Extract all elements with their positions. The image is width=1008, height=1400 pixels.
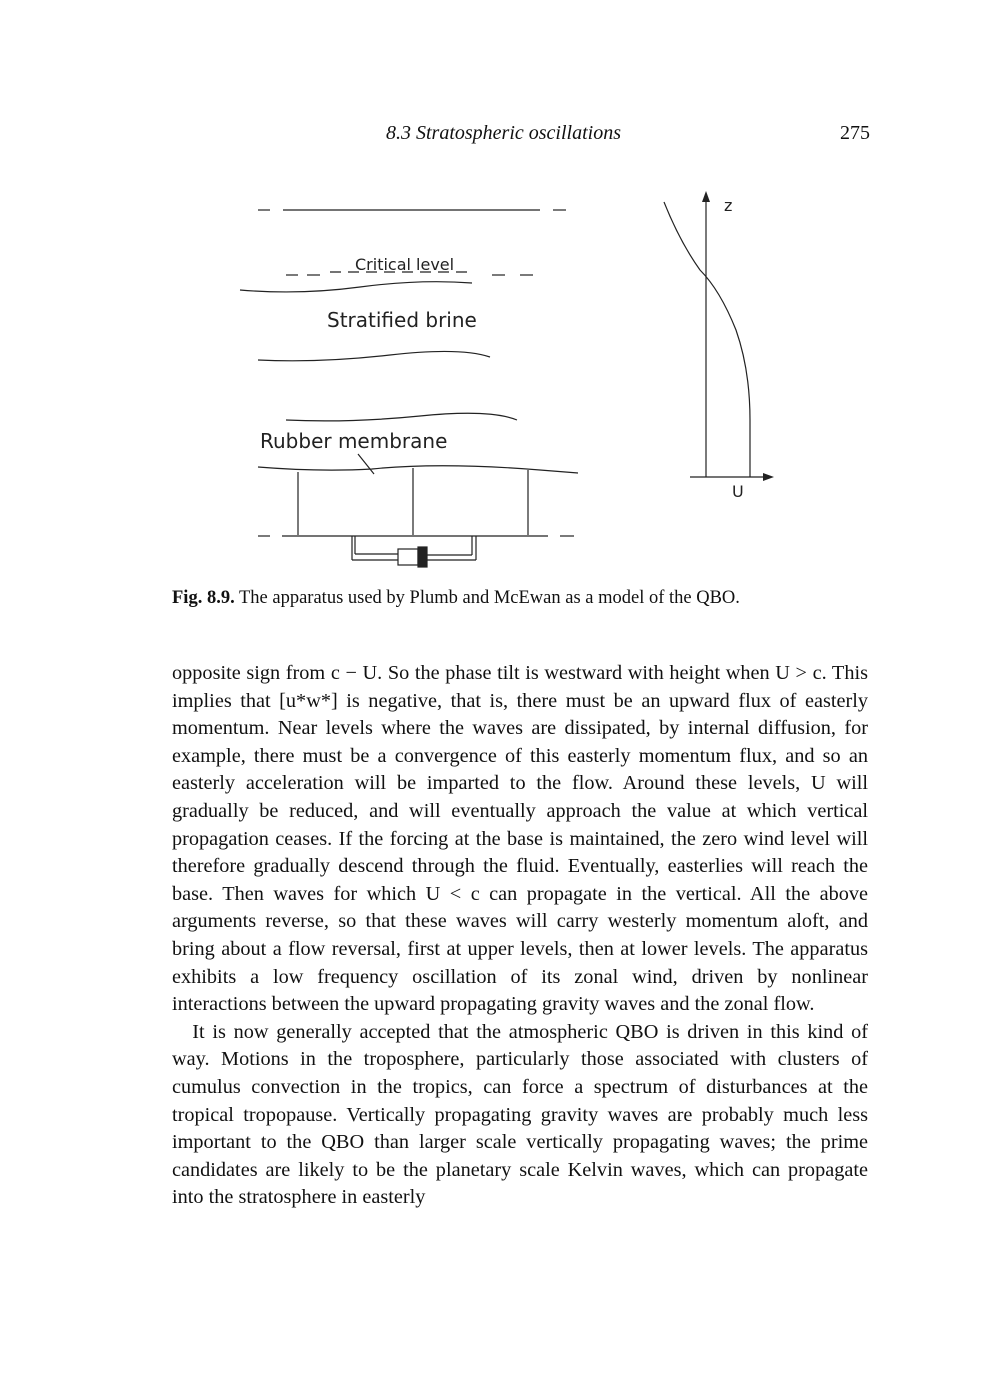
brine-wave-line-2 [258, 351, 490, 360]
u-axis-arrow [763, 473, 774, 481]
page-number: 275 [840, 122, 870, 144]
drive-mechanism [352, 536, 476, 567]
figure-caption-text: The apparatus used by Plumb and McEwan as a model of the QBO. [234, 588, 740, 608]
brine-wave-line-3 [286, 413, 517, 421]
apparatus-diagram [0, 180, 1008, 580]
rubber-membrane-label: Rubber membrane [260, 429, 448, 453]
page-header [0, 122, 1008, 152]
stratified-brine-label: Stratified brine [327, 308, 477, 332]
figure-apparatus [0, 180, 1008, 580]
paragraph: It is now generally accepted that the atmospheric QBO is driven in this kind of way. Motions in the troposphere, particularly those associated with clusters of cumulus convection in the tropics, can force a spectrum of disturbances at the tropical tropopause. Vertically propagating gravity waves are probably much less important to the QBO than larger scale vertically propagating waves; the prime candidates are likely to be the planetary scale Kelvin waves, which can propagate into the stratosphere in easterly [172, 1020, 868, 1209]
brine-wave-line-1 [240, 282, 472, 292]
membrane-pointer [358, 454, 374, 474]
membrane-line [258, 466, 578, 473]
figure-caption [172, 588, 740, 609]
figure-number: Fig. 8.9. [172, 588, 235, 608]
running-head: 8.3 Stratospheric oscillations [386, 122, 621, 144]
body-text [172, 660, 868, 1212]
wind-profile-curve [664, 202, 750, 477]
critical-level-label: Critical level [355, 255, 455, 274]
u-axis-label: U [732, 482, 744, 501]
paragraph: opposite sign from c − U. So the phase tilt is westward with height when U > c. This implies that [u*w*] is negative, that is, there must be an upward flux of easterly momentum. Near levels where the waves are dissipated, by internal diffusion, for example, there must be a convergence of this easterly momentum flux, and so an easterly acceleration will be imparted to the flow. Around these levels, U will gradually be reduced, and will eventually approach the value at which vertical propagation ceases. If the forcing at the base is maintained, the zero wind level will therefore gradually descend through the fluid. Eventually, easterlies will reach the base. Then waves for which U < c can propagate in the vertical. All the above arguments reverse, so that these waves will carry westerly momentum aloft, and bring about a flow reversal, first at upper levels, then at lower levels. The apparatus exhibits a low frequency oscillation of its zonal wind, driven by nonlinear interactions between the upward propagating gravity waves and the zonal flow. [172, 662, 868, 1016]
z-axis-label: z [724, 196, 733, 215]
z-axis-arrow [702, 191, 710, 202]
